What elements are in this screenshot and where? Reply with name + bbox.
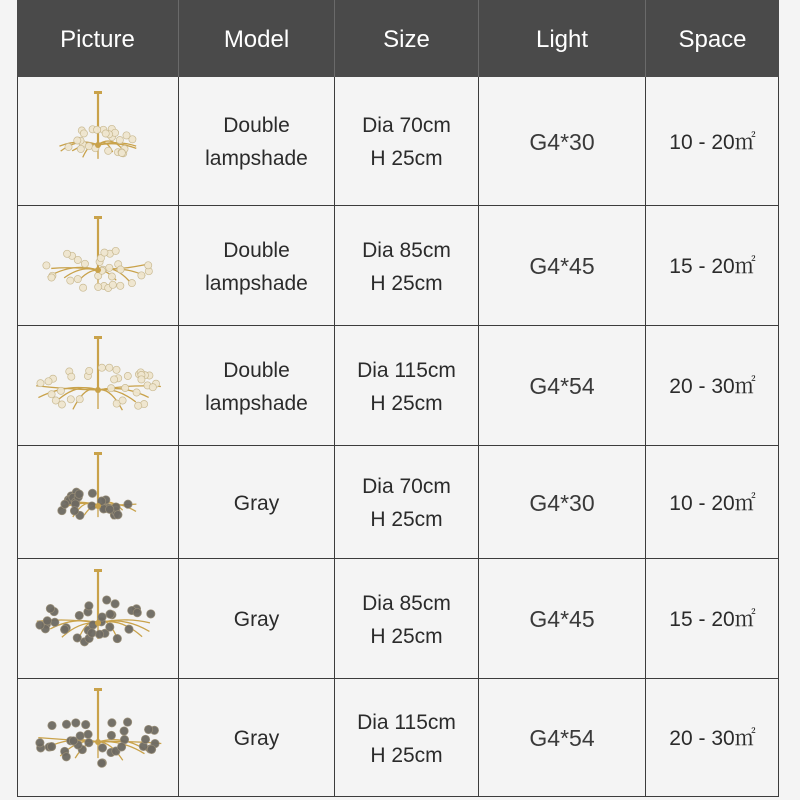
chandelier-clear-small-icon (23, 87, 173, 197)
column-divider (478, 77, 479, 797)
space-text: 15 - 20㎡ (669, 608, 756, 631)
size-text: Dia 85cm (362, 238, 451, 262)
size-text: H 25cm (370, 271, 443, 295)
size-cell (335, 207, 478, 326)
light-text: G4*45 (529, 606, 595, 632)
model-cell (179, 680, 334, 797)
light-text: G4*54 (529, 373, 595, 399)
light-text: G4*30 (529, 128, 595, 155)
light-cell (479, 78, 645, 206)
table-row (17, 680, 779, 797)
table-row (17, 207, 779, 326)
table-border-right (778, 77, 779, 797)
light-cell (479, 560, 645, 679)
header-light: Light (535, 26, 589, 53)
table-row (17, 327, 779, 446)
light-text: G4*45 (529, 253, 595, 279)
size-text: H 25cm (370, 624, 443, 648)
column-divider (645, 77, 646, 797)
model-cell (179, 560, 334, 679)
size-text: Dia 85cm (362, 591, 451, 615)
model-text: lampshade (205, 391, 308, 415)
header-picture: Picture (60, 26, 135, 53)
row-divider (17, 796, 779, 797)
light-text: G4*30 (529, 489, 595, 516)
row-divider (17, 678, 779, 679)
header-model: Model (223, 26, 290, 53)
row-divider (17, 325, 779, 326)
picture-cell (17, 207, 178, 326)
size-cell (335, 327, 478, 446)
light-cell (479, 327, 645, 446)
chandelier-gray-large-icon (23, 684, 173, 794)
space-cell (646, 327, 779, 446)
size-cell (335, 560, 478, 679)
chandelier-gray-small-icon (23, 448, 173, 558)
picture-cell (17, 560, 178, 679)
table-border-left (17, 77, 18, 797)
model-text: Double (223, 358, 290, 382)
space-text: 20 - 30㎡ (669, 727, 756, 750)
table-header (17, 0, 779, 77)
chandelier-clear-large-icon (23, 332, 173, 442)
table-row (17, 447, 779, 559)
chandelier-gray-medium-icon (23, 565, 173, 675)
model-cell (179, 447, 334, 559)
model-text: Gray (233, 727, 280, 750)
light-cell (479, 207, 645, 326)
row-divider (17, 445, 779, 446)
size-cell (335, 680, 478, 797)
column-divider (178, 77, 179, 797)
header-space: Space (678, 26, 747, 53)
size-text: Dia 70cm (362, 114, 451, 137)
model-cell (179, 207, 334, 326)
space-text: 10 - 20㎡ (669, 130, 756, 154)
model-text: lampshade (205, 147, 308, 170)
light-cell (479, 447, 645, 559)
model-text: lampshade (205, 271, 308, 295)
light-cell (479, 680, 645, 797)
model-text: Double (223, 238, 290, 262)
space-cell (646, 78, 779, 206)
space-cell (646, 560, 779, 679)
model-text: Double (223, 114, 290, 137)
picture-cell (17, 78, 178, 206)
space-text: 20 - 30㎡ (669, 375, 756, 398)
size-text: H 25cm (370, 391, 443, 415)
size-cell (335, 447, 478, 559)
picture-cell (17, 327, 178, 446)
size-text: H 25cm (370, 508, 443, 531)
space-text: 15 - 20㎡ (669, 255, 756, 278)
model-cell (179, 327, 334, 446)
space-cell (646, 207, 779, 326)
size-text: H 25cm (370, 147, 443, 170)
space-cell (646, 680, 779, 797)
size-text: Dia 115cm (357, 358, 456, 382)
row-divider (17, 205, 779, 206)
picture-cell (17, 680, 178, 797)
table-row (17, 78, 779, 206)
model-text: Gray (233, 608, 280, 631)
row-divider (17, 558, 779, 559)
space-cell (646, 447, 779, 559)
column-divider (334, 77, 335, 797)
space-text: 10 - 20㎡ (669, 491, 756, 515)
size-text: H 25cm (370, 743, 443, 767)
table-row (17, 560, 779, 679)
size-text: Dia 115cm (357, 710, 456, 734)
size-cell (335, 78, 478, 206)
picture-cell (17, 447, 178, 559)
spec-table (17, 0, 779, 797)
light-text: G4*54 (529, 725, 595, 751)
model-text: Gray (233, 491, 280, 515)
header-size: Size (383, 26, 430, 53)
chandelier-clear-medium-icon (23, 212, 173, 322)
model-cell (179, 78, 334, 206)
size-text: Dia 70cm (362, 475, 451, 498)
